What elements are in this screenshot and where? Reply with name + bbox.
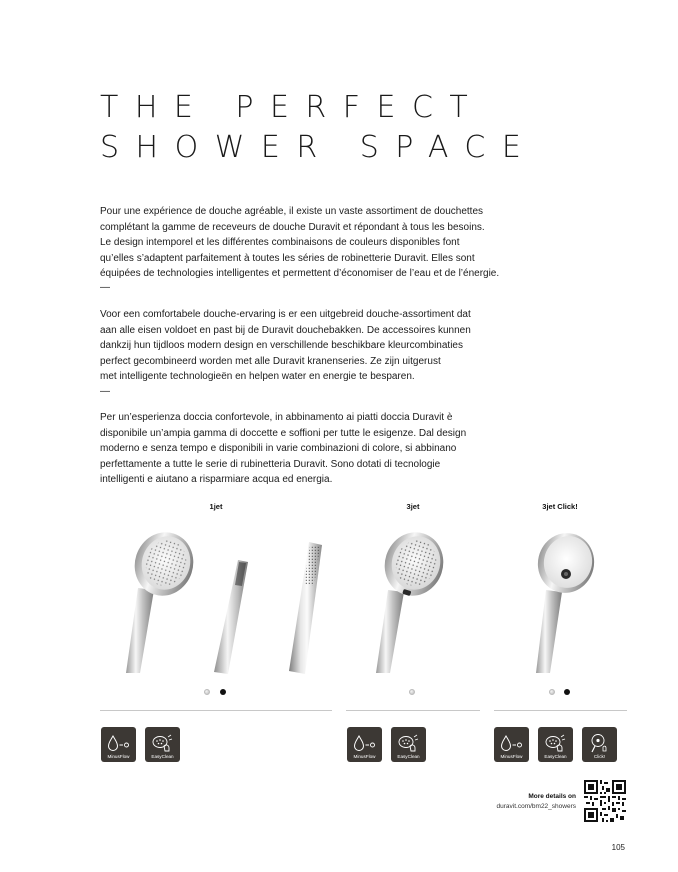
hand-shower-round-3jet-click-image [520,530,600,676]
separator-dash: — [100,282,110,293]
feature-label: MinusFlow [500,754,523,759]
text-line: dankzij hun tijdloos modern design en verschillende beschikbare kleurcombinaties [100,340,463,352]
paragraph-italian [100,410,520,488]
text-line: moderno e senza tempo e disponibili in varie combinazioni di colore, si abbinano [100,443,457,455]
divider [346,710,480,711]
more-details-label: More details on [528,793,576,800]
paragraph-dutch [100,307,520,385]
divider [494,710,627,711]
text-line: perfect gecombineerd worden met alle Duravit kranenseries. Ze zijn uitgerust [100,355,441,367]
feature-label: EasyClean [397,754,420,759]
finish-swatch-black[interactable] [564,689,570,695]
paragraph-french [100,204,520,282]
text-line: Voor een comfortabele douche-ervaring is er een uitgebreid douche-assortiment dat [100,309,471,320]
more-details-url[interactable]: duravit.com/bm22_showers [496,803,576,810]
finish-swatch-chrome[interactable] [204,689,210,695]
hand-shower-round-1jet-image [118,528,198,676]
feature-minusflow [101,727,136,762]
separator-dash: — [100,386,110,397]
text-line: Pour une expérience de douche agréable, il existe un vaste assortiment de douchettes [100,206,484,217]
page-number: 105 [611,843,625,852]
text-line: Per un’esperienza doccia confortevole, in abbinamento ai piatti doccia Duravit è [100,412,453,423]
text-line: complétant la gamme de receveurs de douche Duravit et répondant à tous les besoins. [100,221,485,233]
group-label-1jet: 1jet [209,502,223,511]
page-title [100,88,537,168]
text-line: perfettamente a tutte le serie di rubinetteria Duravit. Sono dotati di tecnologie [100,458,441,470]
group-label-3jet: 3jet [406,502,420,511]
feature-minusflow [494,727,529,762]
feature-label: EasyClean [544,754,567,759]
feature-label: EasyClean [151,754,174,759]
hand-shower-stick-image [210,558,250,676]
text-line: Le design intemporel et les différentes combinaisons de couleurs disponibles font [100,237,460,249]
feature-minusflow [347,727,382,762]
group-label-3jet-click: 3jet Click! [542,502,578,511]
hand-shower-square-stick-image [275,540,325,676]
qr-code-icon[interactable] [584,780,626,822]
feature-label: Click! [593,754,606,759]
feature-label: MinusFlow [353,754,376,759]
text-line: qu’elles s’adaptent parfaitement à toutes les séries de robinetterie Duravit. Elles sont [100,252,475,264]
feature-easyclean [391,727,426,762]
feature-easyclean [145,727,180,762]
hand-shower-round-3jet-image [368,528,448,676]
text-line: aan alle eisen voldoet en past bij de Duravit douchebakken. De accessoires kunnen [100,324,471,336]
text-line: disponibile un’ampia gamma di doccette e soffioni per tutte le esigenze. Dal design [100,427,467,439]
feature-label: MinusFlow [107,754,130,759]
divider [100,710,332,711]
feature-easyclean [538,727,573,762]
text-line: met intelligente technologieën en helpen water en energie te besparen. [100,371,415,383]
title-line-2: SHOWER SPACE [100,130,538,165]
feature-click [582,727,617,762]
text-line: intelligenti e aiutano a risparmiare acqua ed energia. [100,474,333,486]
text-line: équipées de technologies intelligentes et permettent d’économiser de l’eau et de l’énergie. [100,268,500,280]
finish-swatch-black[interactable] [220,689,226,695]
finish-swatch-chrome[interactable] [549,689,555,695]
finish-swatch-chrome[interactable] [409,689,415,695]
title-line-1: THE PERFECT [100,90,485,125]
more-details [497,792,576,812]
